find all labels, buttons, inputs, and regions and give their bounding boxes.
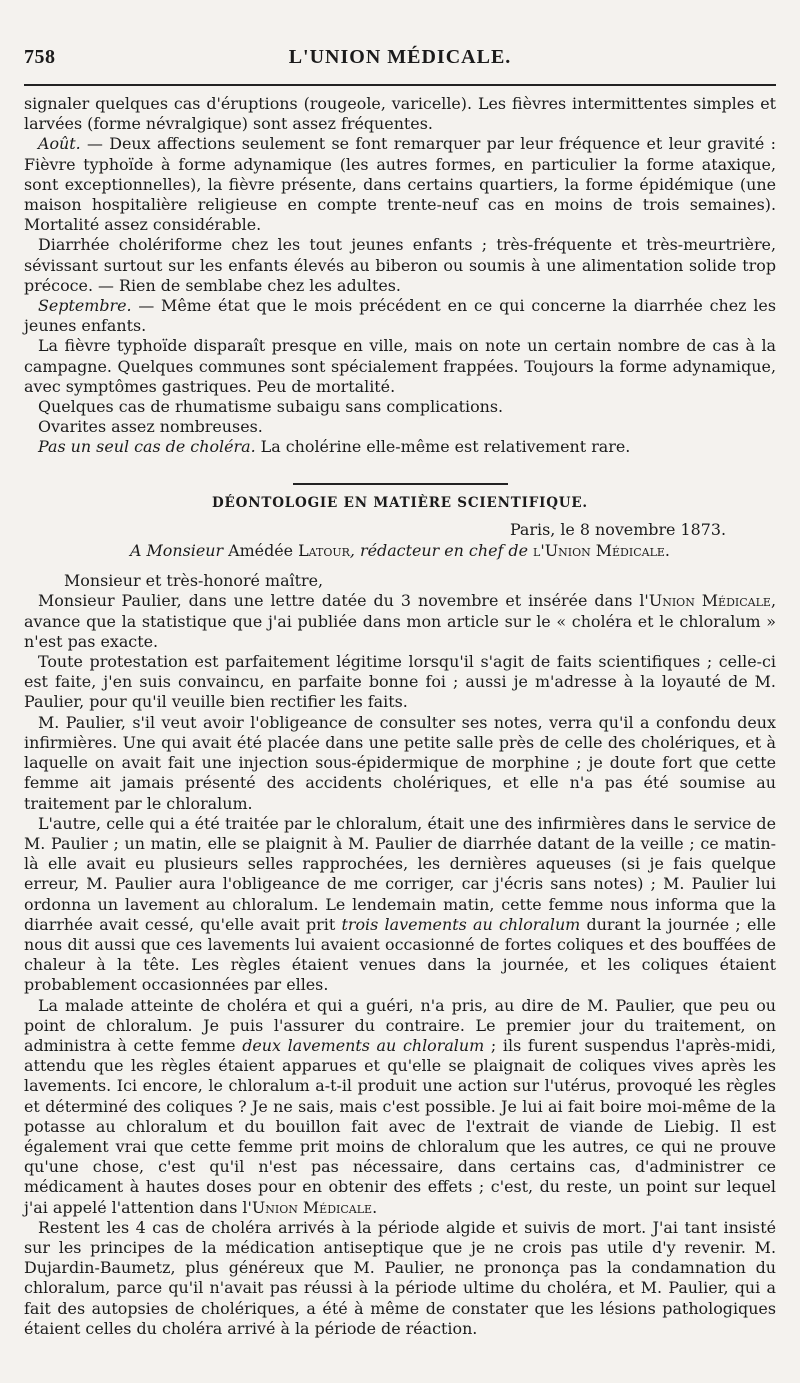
paragraph-eruptions: signaler quelques cas d'éruptions (rougeole, varicelle). Les fièvres intermittentes simples et larvées (forme névralgique) sont assez fréquentes. xyxy=(24,94,776,134)
p5-text-a: La malade atteinte de choléra et qui a guéri, n'a pris, au dire de M. Paulier, que peu ou point de chloralum. Je puis l'assurer du contraire. Le premier jour du traitement, on administra à cette femme xyxy=(24,995,776,1055)
p4-italic: trois lavements au chloralum xyxy=(341,914,581,934)
address-end: . xyxy=(664,541,670,561)
p5-italic: deux lavements au chloralum xyxy=(242,1035,485,1055)
letter-paragraph-1 xyxy=(24,591,776,652)
letter-paragraph-6: Restent les 4 cas de choléra arrivés à la période algide et suivis de mort. J'ai tant insisté sur les principes de la médication antiseptique que je ne crois pas utile d'y revenir. M. Dujardin-Baumetz, plus généreux que M. Paulier, ne prononça pas la condamnation du chloralum, parce qu'il n'avait pas réussi à la période ultime du choléra, et M. Paulier, qui a fait des autopsies de cholériques, a été à même de constater que les lésions pathologiques étaient celles du choléra arrivé à la période de réaction. xyxy=(24,1217,776,1338)
p4-text-b: durant la journée ; elle nous dit aussi que ces lavements lui avaient occasionné de fortes coliques et des bouffées de chaleur à la tête. Les règles étaient venues dans la journée, et les coliques étaient probablement occasionnées par elles. xyxy=(24,914,776,995)
p5-text-b: ; ils furent suspendus l'après-midi, attendu que les règles étaient apparues et qu'elle se plaignait de coliques vives après les lavements. Ici encore, le chloralum a-t-il produit une action sur l'utérus, provoqué les règles et déterminé des coliques ? Je ne sais, mais c'est possible. Je lui ai fait boire moi-même de la potasse au chloralum et du bouillon fait avec de l'extrait de viande de Liebig. Il est également vrai que cette femme prit moins de chloralum que les autres, ce qui ne prouve qu'une chose, c'est qu'il n'est pas nécessaire, dans certains cas, d'administrer ce médicament à hautes doses pour en obtenir des effets ; c'est, du reste, un point sur lequel j'ai appelé l'attention dans l' xyxy=(24,1035,776,1217)
address-prefix: A Monsieur xyxy=(130,541,224,561)
article-address xyxy=(24,541,776,561)
letter-paragraph-4 xyxy=(24,814,776,996)
page-number: 758 xyxy=(24,46,56,68)
paragraph-fievre-typhoide: La fièvre typhoïde disparaît presque en ville, mais on note un certain nombre de cas à la campagne. Quelques communes sont spécialement frappées. Toujours la forme adynamique, avec symptômes gastriques. Peu de mortalité. xyxy=(24,336,776,396)
letter-paragraph-2: Toute protestation est parfaitement légitime lorsqu'il s'agit de faits scientifiques ; celle-ci est faite, j'en suis convaincu, en parfaite bonne foi ; aussi je m'adresse à la loyauté de M. Paulier, pour qu'il veuille bien rectifier les faits. xyxy=(24,652,776,712)
paragraph-septembre xyxy=(24,296,776,336)
page-body xyxy=(24,94,776,1339)
letter-paragraph-3: M. Paulier, s'il veut avoir l'obligeance de consulter ses notes, verra qu'il a confondu deux infirmières. Une qui avait été placée dans une petite salle près de celle des cholériques, et à laquelle on avait fait une injection sous-épidermique de morphine ; je doute fort que cette femme ait jamais présenté des accidents cholériques, et elle n'a pas été soumise au traitement par le chloralum. xyxy=(24,712,776,813)
address-journal: l'Union Médicale xyxy=(533,541,665,561)
month-label-aout: Août. xyxy=(38,134,81,154)
p1-text-b: , avance que la statistique que j'ai publiée dans mon article sur le « choléra et le chloralum » n'est pas exacte. xyxy=(24,591,777,651)
p4-text-a: L'autre, celle qui a été traitée par le chloralum, était une des infirmières dans le service de M. Paulier ; un matin, elle se plaignit à M. Paulier de diarrhée datant de la veille ; ce matin-là elle avait eu plusieurs selles rapprochées, les dernières aqueuses (si je fais quelque erreur, M. Paulier aura l'obligeance de me corriger, car j'écris sans notes) ; M. Paulier lui ordonna un lavement au chloralum. Le lendemain matin, cette femme nous informa que la diarrhée avait cessé, qu'elle avait prit xyxy=(24,813,776,934)
header-rule xyxy=(24,84,776,86)
cholera-italic: Pas un seul cas de choléra. xyxy=(38,437,256,457)
paragraph-aout xyxy=(24,134,776,235)
section-divider xyxy=(293,483,508,485)
article-dateline: Paris, le 8 novembre 1873. xyxy=(509,519,726,539)
journal-title: L'UNION MÉDICALE. xyxy=(288,46,512,68)
salutation: Monsieur et très-honoré maître, xyxy=(64,571,324,591)
month-label-septembre: Septembre. xyxy=(38,296,132,316)
letter-paragraph-5 xyxy=(24,996,776,1218)
address-first-name: Amédée xyxy=(223,541,299,561)
running-header xyxy=(24,46,776,80)
aout-text: — Deux affections seulement se font remarquer par leur fréquence et leur gravité : Fièvre typhoïde à forme adynamique (les autres formes, en particulier la forme ataxique, sont exceptionnelles), la fièvre présente, dans certains quartiers, la forme épidémique (une maison hospitalière religieuse en compte trente-neuf cas en moins de trois semaines). Mortalité assez considérable. xyxy=(24,134,776,235)
address-role: , rédacteur en chef de xyxy=(349,541,534,561)
p1-text-a: Monsieur Paulier, dans une lettre datée du 3 novembre et insérée dans l' xyxy=(38,591,649,611)
address-last-name: Latour xyxy=(298,541,350,561)
p5-end: . xyxy=(372,1197,378,1217)
article-title: DÉONTOLOGIE EN MATIÈRE SCIENTIFIQUE. xyxy=(212,494,588,511)
paragraph-ovarites: Ovarites assez nombreuses. xyxy=(38,417,263,437)
paragraph-rhumatisme: Quelques cas de rhumatisme subaigu sans complications. xyxy=(38,397,504,417)
paragraph-diarrhee: Diarrhée cholériforme chez les tout jeunes enfants ; très-fréquente et très-meurtrière, sévissant surtout sur les enfants élevés au biberon ou soumis à une alimentation solide trop précoce. — Rien de semblabe chez les adultes. xyxy=(24,235,776,295)
p1-journal: Union Médicale xyxy=(648,591,771,611)
septembre-text: — Même état que le mois précédent en ce qui concerne la diarrhée chez les jeunes enfants. xyxy=(24,296,776,336)
paragraph-cholera xyxy=(24,437,776,457)
p5-journal: Union Médicale xyxy=(251,1197,373,1217)
cholera-text: La cholérine elle-même est relativement rare. xyxy=(255,437,631,457)
